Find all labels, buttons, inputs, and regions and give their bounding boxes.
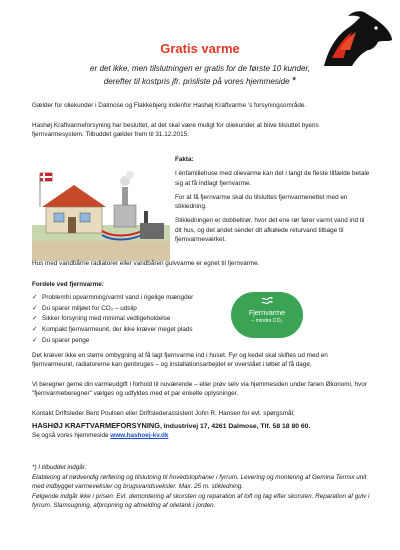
footnote-star: * [291, 75, 297, 87]
facts-item-1: I énfamiliehuse med olievarme kan det i langt de fleste tilfælde betale sig at få indlagt fjernvarme. [175, 170, 370, 187]
checkmark-icon: ✓ [32, 294, 38, 301]
intro-paragraph-1: Gælder for oliekunder i Dalmose og Flakkebjerg indenfor Hashøj Kraftvarme ’s forsyningsområde. [32, 102, 307, 109]
paragraph-radiators: Hus med vandbårne radiatorer eller vandbåren gulvvarme er egnet til fjernvarme. [32, 260, 260, 267]
footnote-text-2: Følgende indgår ikke i prisen: Evt. demontering af skorsten og reparation af loft og tag efter skorsten. Reparation af gulv i fyrrum. Slamsugning, afpropning og afmelding af olietank i jorden. [32, 492, 370, 509]
badge-subtitle: – mindre CO₂ [251, 318, 283, 324]
facts-box [175, 155, 371, 249]
list-item: ✓ Sikker forsyning med minimal vedligeholdelse [32, 314, 232, 325]
facts-item-3: Stikledningen er dobbeltrør, hvor det ene rør fører varmt vand ind til dit hus, og det andet sender dit afkølede returvand tilbage til fjernvarmeværket. [175, 217, 365, 244]
subtitle-line-1: er det ikke, men tilslutningen er gratis for de første 10 kunder, [90, 64, 310, 73]
footnote [32, 463, 372, 511]
footnote-text-1: Etablering af nødvendig rørføring og tilslutning til hovedstophaner i fyrrum. Levering og montering af Gemina Termix unit med indbygget varmeveksler og brugsvandsveksler. Max. 25 m. stikledning. [32, 473, 367, 490]
paragraph-installation: Det kræver ikke en større ombygning at få lagt fjernvarme ind i huset. Fyr og kedel skal skiftes ud med en fjernvarmeunit, radiatorerne kan genbruges – og installationsarbejdet er overstået i løbet af få dage. [32, 352, 328, 369]
checkmark-icon: ✓ [32, 315, 38, 323]
list-item: ✓ Du sparer miljøet for CO₂ – udslip [32, 304, 232, 315]
paragraph-calculation: Vi beregner gerne din varmeudgift i forhold til nuværende – eller prøv selv via hjemmesiden under fanen Økonomi, hvor "fjernvarmeberegner" vælges og udfyldes med et par enkelte oplysninger. [32, 381, 367, 398]
fjernvarme-badge [231, 292, 303, 338]
company-line [32, 421, 372, 430]
facts-heading: Fakta: [175, 156, 194, 163]
website-link[interactable]: www.hashoej-kv.dk [110, 432, 169, 439]
heat-waves-icon [261, 296, 273, 306]
advantages-heading: Fordele ved fjernvarme: [32, 281, 104, 288]
advantages-list [32, 293, 232, 347]
page-title: Gratis varme [160, 41, 240, 56]
list-item: ✓ Du sparer penge [32, 336, 232, 347]
horse-head-logo-icon [318, 6, 394, 68]
subtitle-line-2: derefter til kostpris jfr. prisliste på vores hjemmeside * [103, 75, 297, 87]
house-illustration-icon [32, 167, 170, 261]
checkmark-icon: ✓ [32, 336, 38, 344]
company-address: , Industrivej 17, 4261 Dalmose, Tlf. 58 18 80 60. [159, 423, 311, 430]
subtitle [20, 63, 380, 88]
facts-item-2: For at få fjernvarme skal du tilsluttes fjernvarmenettet med en stikledning. [175, 193, 348, 211]
website-line: Se også vores hjemmeside www.hashoej-kv.dk [32, 432, 169, 439]
footnote-heading: *) I tilbuddet indgår: [32, 464, 87, 471]
badge-title: Fjernvarme [248, 308, 286, 317]
list-item: ✓ Kompakt fjernvarmeunit, der ikke kræver meget plads [32, 325, 232, 336]
list-item: ✓ Problemfri opvarmning/varmt vand i rigelige mængder [32, 293, 232, 304]
checkmark-icon: ✓ [32, 326, 38, 334]
paragraph-contact: Kontakt Driftsleder Bent Poulsen eller Driftslederassistent John R. Hansen for evt. spørgsmål; [32, 410, 295, 417]
company-name: HASHØJ KRAFTVARMEFORSYNING [32, 421, 160, 430]
intro-paragraph-2: Hashøj Kraftvarmeforsyning har besluttet, at det skal være muligt for oliekunder at blive tilsluttet byens fjernvarmesystem. Tilbuddet gælder frem til 31.12.2015. [32, 122, 319, 139]
checkmark-icon: ✓ [32, 304, 38, 312]
